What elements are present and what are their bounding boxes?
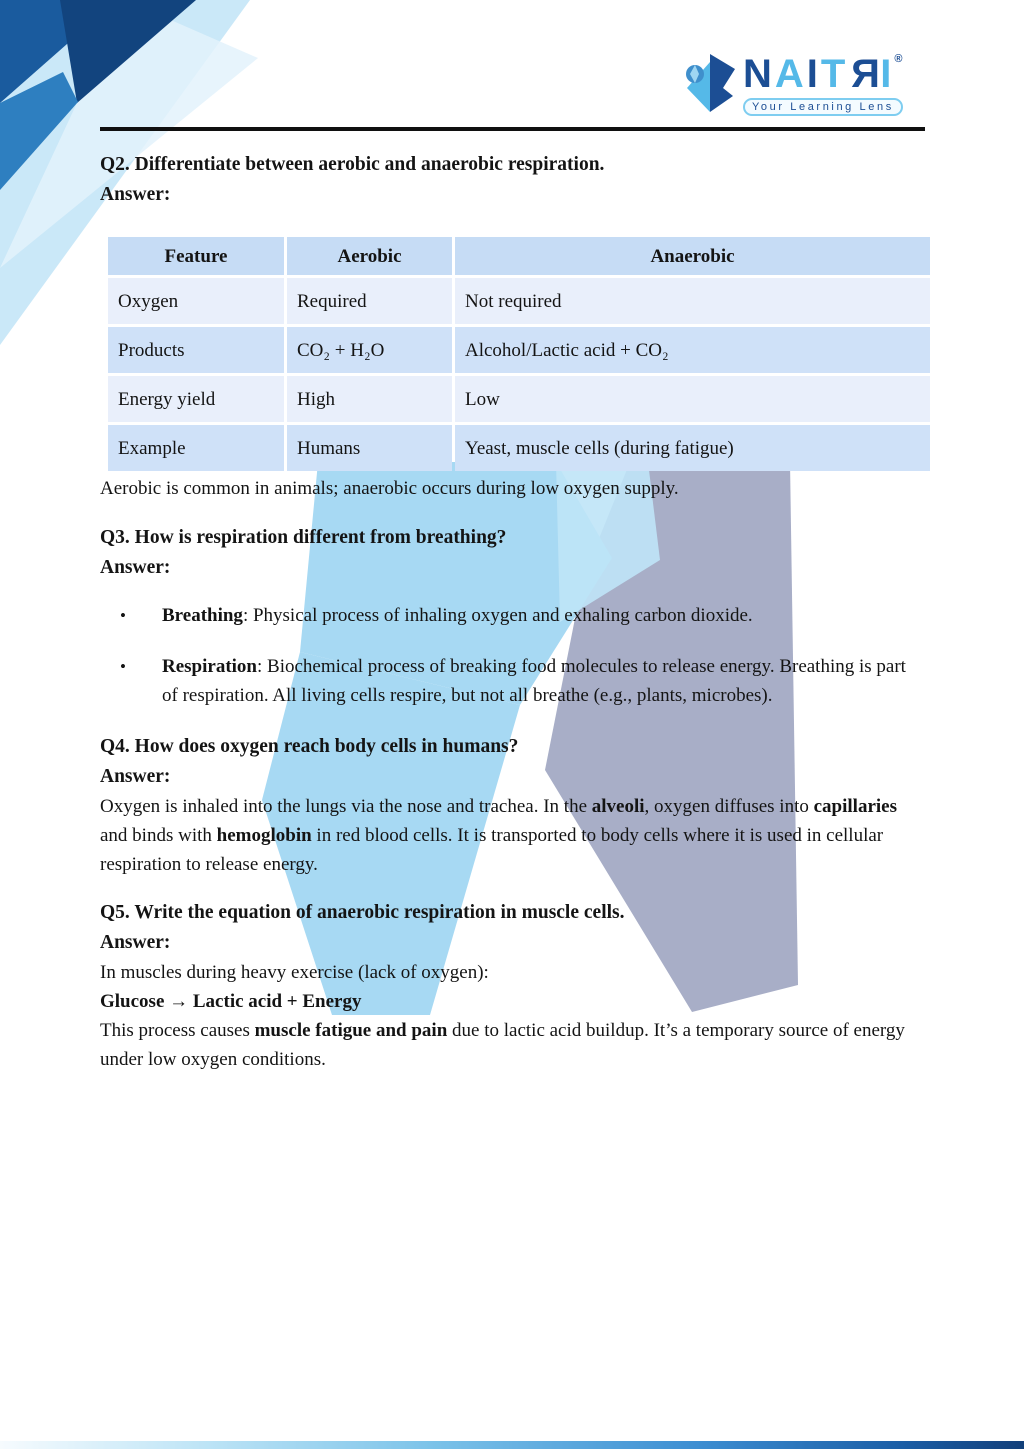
table-cell: CO₂ + H₂O xyxy=(287,327,452,373)
q5-equation: Glucose → Lactic acid + Energy xyxy=(100,991,362,1012)
column-header-feature: Feature xyxy=(108,237,284,275)
table-row xyxy=(108,278,930,324)
q5-answer-paragraph: This process causes muscle fatigue and pain due to lactic acid buildup. It’s a temporary source of energy under low oxygen conditions. xyxy=(100,1020,905,1070)
column-header-aerobic: Aerobic xyxy=(287,237,452,275)
question-q4-block xyxy=(100,732,922,879)
question-q3-heading: Q3. How is respiration different from breathing? xyxy=(100,527,507,548)
q4-answer-paragraph: Oxygen is inhaled into the lungs via the nose and trachea. In the alveoli, oxygen diffuses into capillaries and binds with hemoglobin in red blood cells. It is transported to body cells where it is used in cellular respiration to release energy. xyxy=(100,796,897,875)
q3-answer-label: Answer: xyxy=(100,557,171,578)
logo-text xyxy=(743,52,903,116)
logo-bird-icon xyxy=(681,52,739,118)
logo-letter: T xyxy=(820,52,849,96)
question-q3-block xyxy=(100,523,922,710)
question-q5-block xyxy=(100,898,922,1074)
table-cell: Products xyxy=(108,327,284,373)
document-content xyxy=(100,150,922,1074)
logo-letter: R xyxy=(848,52,881,96)
q2-answer-label: Answer: xyxy=(100,184,171,205)
logo-wordmark xyxy=(743,52,903,96)
table-header-row xyxy=(108,237,930,275)
respiration-comparison-table xyxy=(105,234,933,474)
table-row xyxy=(108,425,930,471)
logo-letter: N xyxy=(743,52,775,96)
bullet-text: Breathing: Physical process of inhaling oxygen and exhaling carbon dioxide. xyxy=(162,605,753,626)
q5-answer-label: Answer: xyxy=(100,932,171,953)
question-q2-heading: Q2. Differentiate between aerobic and anaerobic respiration. xyxy=(100,154,605,175)
q5-intro-line: In muscles during heavy exercise (lack of oxygen): xyxy=(100,962,489,983)
table-cell: Oxygen xyxy=(108,278,284,324)
q4-answer-label: Answer: xyxy=(100,766,171,787)
logo-letter: I xyxy=(880,52,895,96)
header-divider-rule xyxy=(100,127,925,131)
column-header-anaerobic: Anaerobic xyxy=(455,237,930,275)
table-cell: High xyxy=(287,376,452,422)
table-cell: Humans xyxy=(287,425,452,471)
table-cell: Required xyxy=(287,278,452,324)
question-q4-heading: Q4. How does oxygen reach body cells in humans? xyxy=(100,736,519,757)
bullet-text: Respiration: Biochemical process of breaking food molecules to release energy. Breathing is part of respiration. All living cells respire, but not all breathe (e.g., plants, microbes). xyxy=(162,656,906,706)
logo-letter: A xyxy=(774,52,807,96)
question-q5-heading: Q5. Write the equation of anaerobic respiration in muscle cells. xyxy=(100,902,625,923)
list-item xyxy=(100,652,922,710)
logo-tagline: Your Learning Lens xyxy=(743,98,903,116)
table-cell: Energy yield xyxy=(108,376,284,422)
q3-bullet-list xyxy=(100,601,922,710)
table-cell: Not required xyxy=(455,278,930,324)
table-cell: Example xyxy=(108,425,284,471)
table-row xyxy=(108,327,930,373)
table-cell: Alcohol/Lactic acid + CO₂ xyxy=(455,327,930,373)
logo-letter: I xyxy=(806,52,821,96)
table-row xyxy=(108,376,930,422)
table-cell: Low xyxy=(455,376,930,422)
list-item xyxy=(100,601,922,630)
footer-gradient-bar xyxy=(0,1441,1024,1449)
bullet-icon: • xyxy=(120,606,126,625)
q2-note: Aerobic is common in animals; anaerobic occurs during low oxygen supply. xyxy=(100,478,679,499)
bullet-icon: • xyxy=(120,657,126,676)
table-cell: Yeast, muscle cells (during fatigue) xyxy=(455,425,930,471)
registered-trademark-icon: ® xyxy=(894,53,903,65)
logo xyxy=(681,52,935,118)
